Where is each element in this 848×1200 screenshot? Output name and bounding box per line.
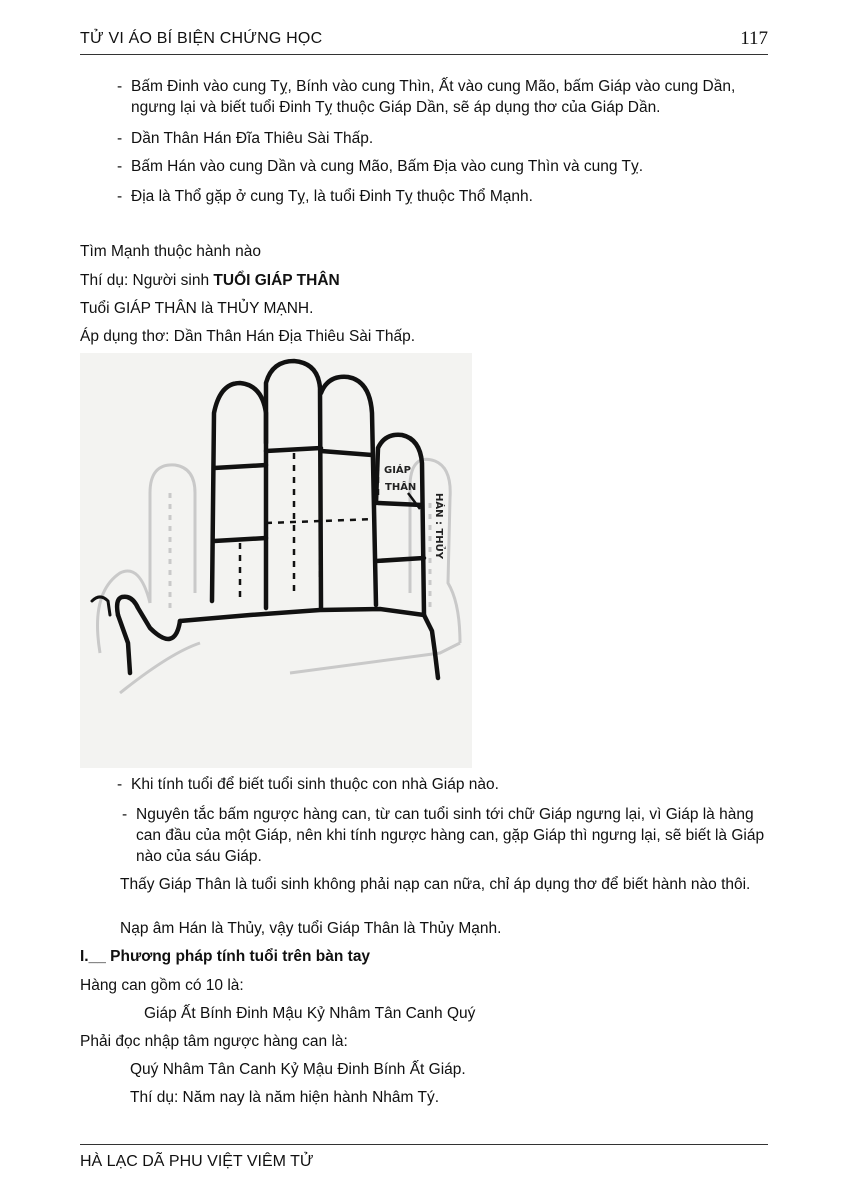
hand-drawing bbox=[80, 353, 472, 768]
page-number: 117 bbox=[740, 28, 768, 49]
label-han-thuy: HÁN : THỦY bbox=[433, 493, 444, 559]
paragraph: Nạp âm Hán là Thủy, vậy tuổi Giáp Thân là Thủy Mạnh. bbox=[120, 920, 502, 937]
section-line: Quý Nhâm Tân Canh Kỷ Mậu Đinh Bính Ất Giáp. bbox=[130, 1061, 466, 1078]
label-than: THÂN bbox=[385, 482, 417, 493]
faint-hand-outline bbox=[98, 459, 461, 693]
paragraph: Thấy Giáp Thân là tuổi sinh không phải nạp can nữa, chỉ áp dụng thơ để biết hành nào thôi. bbox=[120, 876, 751, 893]
hand-outline bbox=[92, 361, 438, 678]
page-header bbox=[80, 28, 768, 55]
dashed-lines bbox=[240, 453, 378, 603]
bullet-item: - Địa là Thổ gặp ở cung Tỵ, là tuổi Đinh Tỵ thuộc Thổ Mạnh. bbox=[117, 188, 533, 205]
joint-line bbox=[214, 465, 266, 468]
ring-finger bbox=[321, 377, 376, 605]
joint-line bbox=[214, 538, 266, 541]
bold-term: TUỔI GIÁP THÂN bbox=[213, 272, 340, 289]
joint-line bbox=[266, 448, 321, 451]
intro-line: Tuổi GIÁP THÂN là THỦY MẠNH. bbox=[80, 300, 314, 317]
intro-line: Áp dụng thơ: Dần Thân Hán Địa Thiêu Sài Thấp. bbox=[80, 328, 416, 345]
footer-text: HÀ LẠC DÃ PHU VIỆT VIÊM TỬ bbox=[80, 1153, 314, 1170]
bullet-item: - Bấm Hán vào cung Dần và cung Mão, Bấm Địa vào cung Thìn và cung Tỵ. bbox=[117, 158, 644, 175]
palm-edge bbox=[424, 615, 438, 678]
bullet-item: - Dần Thân Hán Đĩa Thiêu Sài Thấp. bbox=[117, 130, 374, 147]
intro-example: Thí dụ: Người sinh TUỔI GIÁP THÂN bbox=[80, 272, 340, 289]
hand-figure bbox=[80, 353, 472, 768]
section-heading: I.__ Phương pháp tính tuổi trên bàn tay bbox=[80, 948, 371, 965]
page-footer bbox=[80, 1144, 768, 1171]
index-finger bbox=[212, 383, 266, 608]
bullet-item: - Nguyên tắc bấm ngược hàng can, từ can tuổi sinh tới chữ Giáp ngưng lại, vì Giáp là hàng can đầu của một Giáp, nên khi tính ngược hàng can, gặp Giáp thì ngưng lại, sẽ biết là Giáp nào của sáu Giáp. bbox=[122, 806, 765, 865]
section-line: Giáp Ất Bính Đinh Mậu Kỷ Nhâm Tân Canh Quý bbox=[144, 1005, 476, 1022]
bullet-item: - Khi tính tuổi để biết tuổi sinh thuộc con nhà Giáp nào. bbox=[117, 776, 499, 793]
section-line: Hàng can gồm có 10 là: bbox=[80, 977, 244, 994]
joint-line bbox=[321, 451, 372, 455]
middle-finger bbox=[266, 361, 321, 608]
section-line: Phải đọc nhập tâm ngược hàng can là: bbox=[80, 1033, 348, 1050]
palm-line bbox=[180, 609, 424, 621]
label-giap: GIÁP bbox=[384, 465, 411, 476]
bullet-item: - Bấm Đinh vào cung Tỵ, Bính vào cung Thìn, Ất vào cung Mão, bấm Giáp vào cung Dần, ngưng lại và biết tuổi Đinh Tỵ thuộc Giáp Dần, sẽ áp dụng thơ của Giáp Dần. bbox=[117, 78, 736, 116]
header-title: TỬ VI ÁO BÍ BIỆN CHỨNG HỌC bbox=[80, 30, 323, 47]
section-line: Thí dụ: Năm nay là năm hiện hành Nhâm Tý. bbox=[130, 1089, 440, 1106]
joint-line bbox=[376, 558, 424, 561]
intro-line: Tìm Mạnh thuộc hành nào bbox=[80, 243, 261, 260]
thumb-base bbox=[118, 615, 130, 673]
